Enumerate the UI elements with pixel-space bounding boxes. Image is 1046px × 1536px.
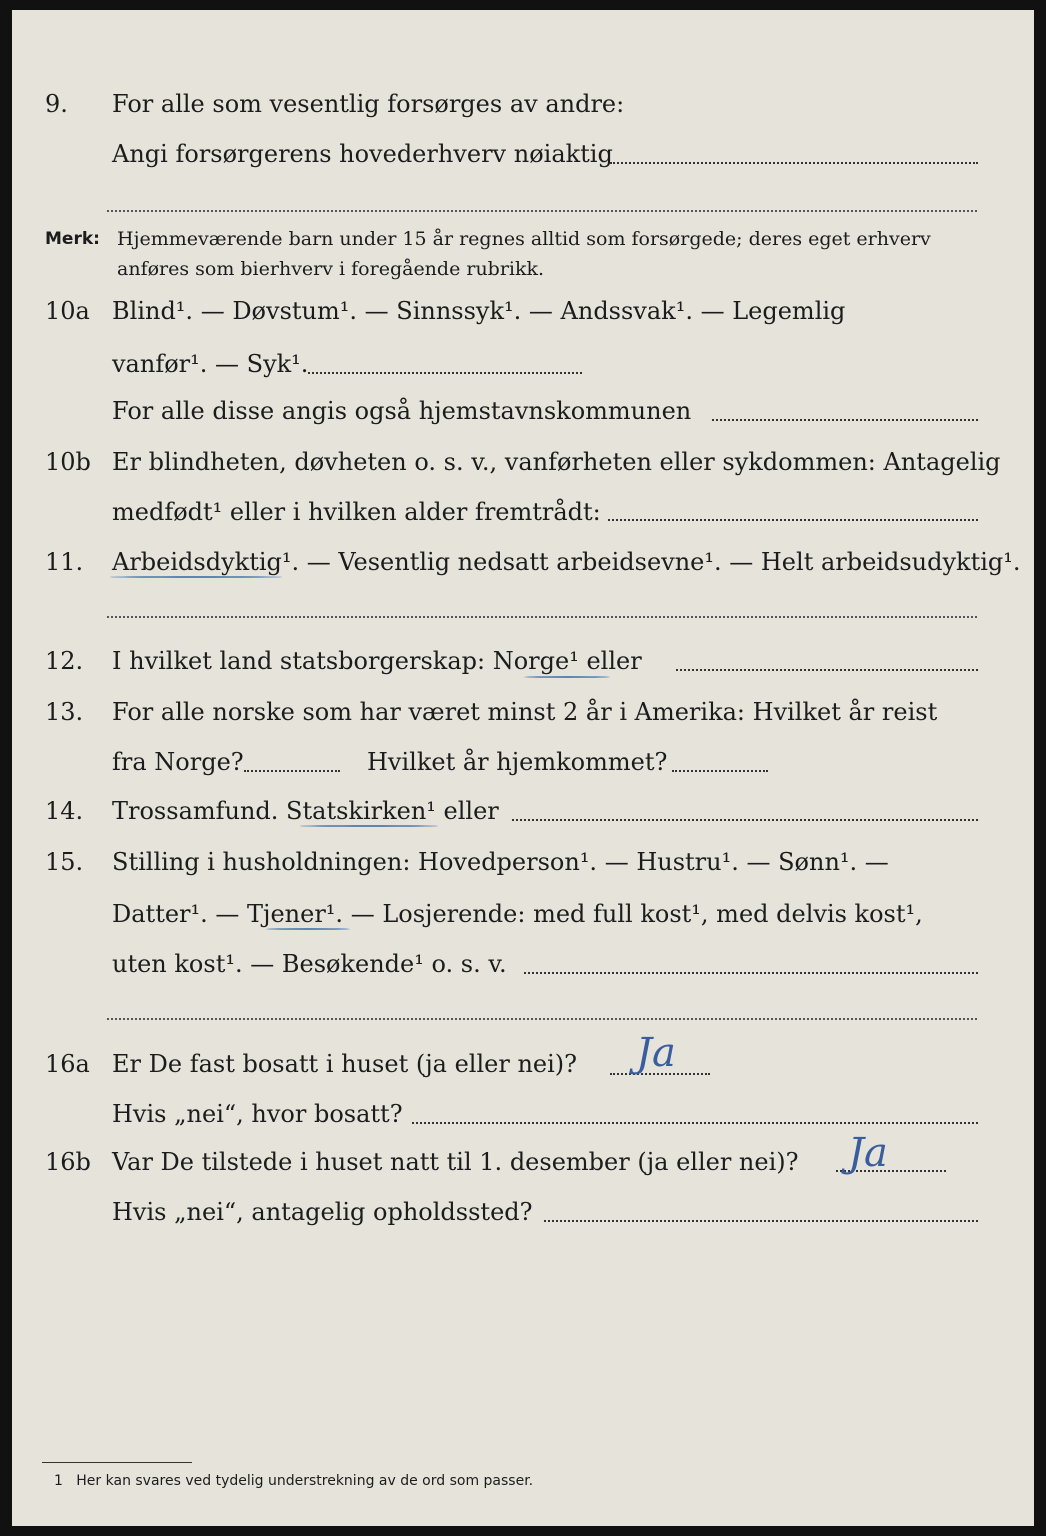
- q12-number: 12.: [45, 647, 84, 675]
- q11-number: 11.: [45, 548, 84, 576]
- q10b-question: Er blindheten, døvheten o. s. v., vanførheten eller sykdommen: Antagelig: [112, 448, 1001, 476]
- q15-underline-mark: [266, 928, 350, 930]
- q13-question-line2b: Hvilket år hjemkommet?: [367, 748, 668, 776]
- q16b-question: Var De tilstede i huset natt til 1. desember (ja eller nei)?: [112, 1148, 799, 1176]
- q10a-question-line3: For alle disse angis også hjemstavnskommunen: [112, 397, 692, 425]
- q13-question: For alle norske som har været minst 2 år i Amerika: Hvilket år reist: [112, 698, 938, 726]
- q10a-home-field[interactable]: [712, 419, 978, 421]
- q16a-location-field[interactable]: [412, 1122, 978, 1124]
- note-text: Hjemmeværende barn under 15 år regnes alltid som forsørgede; deres eget erhverv anføres som bierhverv i foregående rubrikk.: [117, 228, 931, 280]
- q16b-number: 16b: [45, 1148, 91, 1176]
- q16a-number: 16a: [45, 1050, 90, 1078]
- q14-underline-mark: [300, 825, 438, 827]
- q15-answer-field[interactable]: [524, 972, 978, 974]
- footnote-rule: [42, 1462, 192, 1463]
- q11-underline-mark: [110, 576, 282, 578]
- q12-answer-field[interactable]: [676, 669, 978, 671]
- q16b-location-field[interactable]: [544, 1220, 978, 1222]
- q16a-question: Er De fast bosatt i huset (ja eller nei)?: [112, 1050, 578, 1078]
- separator: [107, 616, 977, 618]
- q13-number: 13.: [45, 698, 84, 726]
- q15-number: 15.: [45, 848, 84, 876]
- q9-question: For alle som vesentlig forsørges av andre:: [112, 90, 625, 118]
- q9-answer-field[interactable]: [610, 162, 978, 164]
- footnote-text: Her kan svares ved tydelig understrekning av de ord som passer.: [76, 1473, 534, 1489]
- separator: [107, 1018, 977, 1020]
- q10a-question-line2: vanfør¹. — Syk¹.: [112, 350, 309, 378]
- q12-question: I hvilket land statsborgerskap: Norge¹ eller: [112, 647, 642, 675]
- footnote: [54, 1473, 533, 1489]
- q10b-question-line2: medfødt¹ eller i hvilken alder fremtrådt:: [112, 498, 601, 526]
- q15-question: Stilling i husholdningen: Hovedperson¹. — Hustru¹. — Sønn¹. —: [112, 848, 889, 876]
- q16a-handwritten-answer: Ja: [636, 1030, 676, 1076]
- q14-question: Trossamfund. Statskirken¹ eller: [112, 797, 499, 825]
- q14-number: 14.: [45, 797, 84, 825]
- separator: [107, 210, 977, 212]
- note-label: Merk:: [45, 229, 100, 249]
- q10b-number: 10b: [45, 448, 91, 476]
- q16b-question-line2: Hvis „nei“, antagelig opholdssted?: [112, 1198, 533, 1226]
- q16a-question-line2: Hvis „nei“, hvor bosatt?: [112, 1100, 403, 1128]
- q14-answer-field[interactable]: [512, 819, 978, 821]
- q10a-number: 10a: [45, 297, 90, 325]
- q13-departure-field[interactable]: [244, 770, 340, 772]
- q10a-question: Blind¹. — Døvstum¹. — Sinnssyk¹. — Andssvak¹. — Legemlig: [112, 297, 846, 325]
- q16b-handwritten-answer: Ja: [848, 1130, 888, 1176]
- q10b-answer-field[interactable]: [608, 519, 978, 521]
- q10a-answer-field[interactable]: [308, 372, 582, 374]
- q15-question-line2: Datter¹. — Tjener¹. — Losjerende: med full kost¹, med delvis kost¹,: [112, 900, 923, 928]
- q15-question-line3: uten kost¹. — Besøkende¹ o. s. v.: [112, 950, 507, 978]
- q13-question-line2a: fra Norge?: [112, 748, 244, 776]
- q9-question-line2: Angi forsørgerens hovederhverv nøiaktig: [112, 140, 613, 168]
- q12-underline-mark: [524, 676, 610, 678]
- census-form-page: [12, 10, 1034, 1526]
- q13-return-field[interactable]: [672, 770, 768, 772]
- q11-question: Arbeidsdyktig¹. — Vesentlig nedsatt arbeidsevne¹. — Helt arbeidsudyktig¹.: [112, 548, 1021, 576]
- q9-number: 9.: [45, 90, 68, 118]
- footnote-mark: 1: [54, 1473, 63, 1489]
